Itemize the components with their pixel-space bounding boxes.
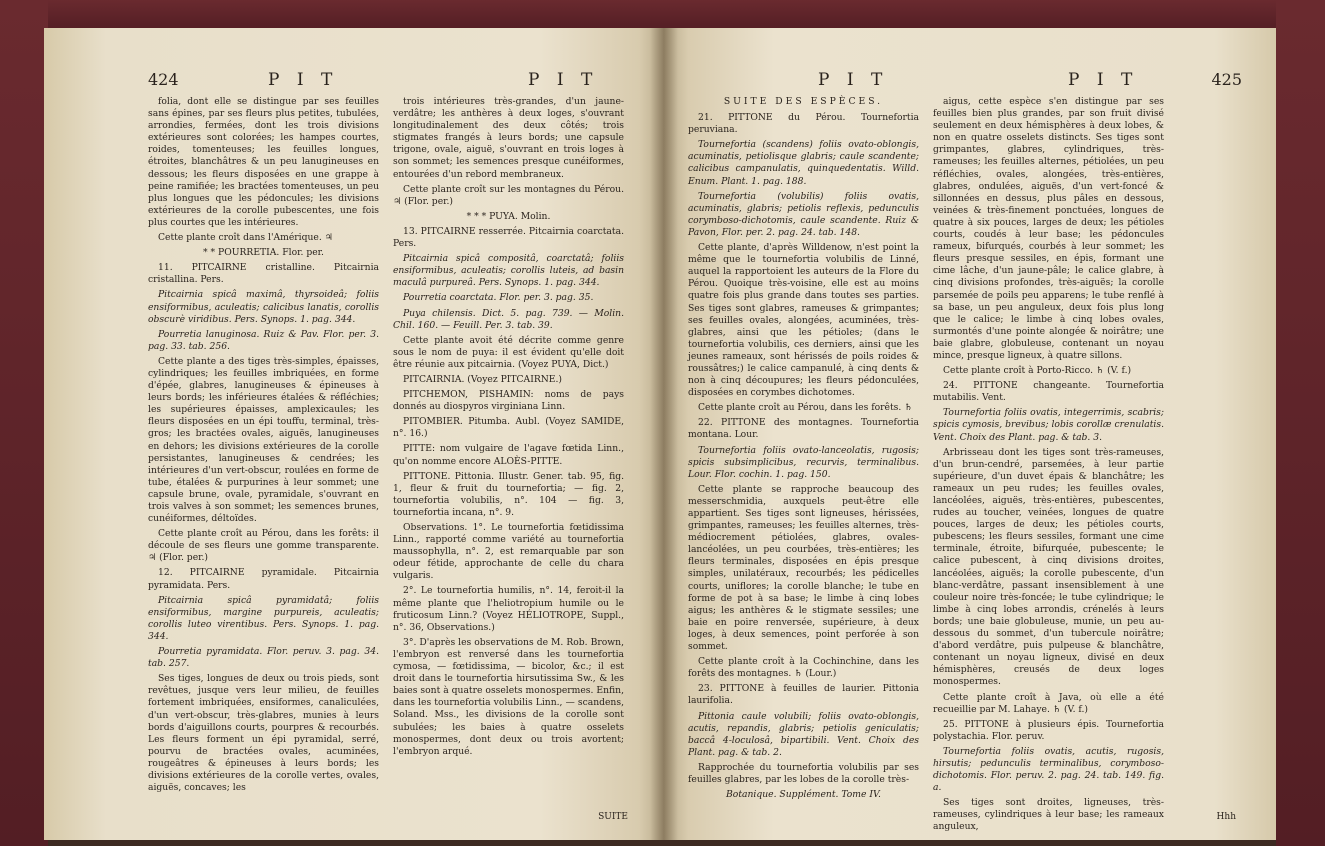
left-columns: [148, 96, 630, 797]
species-heading: 23. PITTONE à feuilles de laurier. Pittonia laurifolia.: [688, 683, 919, 707]
species-heading: 21. PITTONE du Pérou. Tournefortia peruviana.: [688, 112, 919, 136]
paragraph: Cette plante croît à Porto-Ricco. ♄ (V. f.): [943, 365, 1132, 377]
paragraph: Cette plante croît à Java, où elle a été recueillie par M. Lahaye. ♄ (V. f.): [933, 691, 1164, 715]
paragraph: Cette plante se rapproche beaucoup des messerschmidia, auxquels peut-être elle appartient. Ses tiges sont ligneuses, hérissées, grimpantes, rameuses; les feuilles alternes, très-médiocrement pétiolées, glabres, ovales-lancéolées, un peu courbées, très-entières; les fleurs terminales, disposées en épis presque simples, unilatéraux, recourbés; les pédicelles courts, uniflores; la corolle blanche; le tube en forme de pot à sa base; le limbe à cinq lobes aigus; les anthères & le stigmate sessiles; une baie en poire renversée, supérieure, à deux loges, à deux semences, point perforée à son sommet.: [688, 483, 919, 653]
left-column-1: [148, 96, 379, 797]
species-heading: 11. PITCAIRNE cristalline. Pitcairnia cristallina. Pers.: [148, 262, 379, 286]
left-page-number: 424: [148, 70, 179, 89]
entry: PITOMBIER. Pitumba. Aubl. (Voyez SAMIDE, n°. 16.): [393, 416, 624, 440]
paragraph: Observations. 1°. Le tournefortia fœtidissima Linn., rapporté comme variété au tournefortia maussophylla, n°. 2, est remarquable par son odeur fétide, approchante de celle du chara vulgaris.: [393, 522, 624, 582]
entry: PITTONE. Pittonia. Illustr. Gener. tab. 95, fig. 1, fleur & fruit du tournefortia; — fig. 2, tournefortia volubilis, n°. 104 — fig. 3, tournefortia incana, n°. 9.: [393, 470, 624, 518]
right-column-2: [933, 96, 1164, 837]
left-page: [44, 28, 664, 840]
paragraph: folia, dont elle se distingue par ses feuilles sans épines, par ses fleurs plus petites, tubulées, arrondies, fermées, dont les trois divisions extérieures sont colorées; les hampes courtes, roides, tomenteuses; les feuilles longues, étroites, blanchâtres & un peu lanugineuses en dessous; les fleurs disposées en une grappe à peine ramifiée; les bractées tomenteuses, un peu plus longues que les pédoncules; les divisions extérieures de la corolle pubescentes, une fois plus courtes que les intérieures.: [148, 96, 379, 228]
right-running-title-2: P I T: [1068, 70, 1139, 90]
right-columns: [688, 96, 1242, 837]
book-cover-top: [0, 0, 1325, 30]
signature-mark: Hhh: [1216, 812, 1236, 822]
right-running-head: [688, 70, 1242, 96]
right-page-number: 425: [1211, 70, 1242, 89]
paragraph: Cette plante croît à la Cochinchine, dans les forêts des montagnes. ♄ (Lour.): [688, 656, 919, 680]
paragraph: Arbrisseau dont les tiges sont très-rameuses, d'un brun-cendré, parsemées, à leur partie supérieure, d'un duvet épais & blanchâtre; les rameaux un peu rudes; les feuilles ovales, lancéolées, aiguës, très-entières, pubescentes, rudes au toucher, veinées, longues de quatre pouces, larges de deux; les pétioles courts, pubescens; les fleurs sessiles, formant une cime terminale, étroite, bifurquée, pubescente; le calice pubescent, à cinq divisions droites, lancéolées, aiguës; la corolle pubescente, d'un blanc-verdâtre, passant insensiblement à une couleur noire très-foncée; le tube cylindrique; le limbe à cinq lobes arrondis, crénelés à leurs bords; une baie globuleuse, munie, un peu au-dessous du sommet, d'un tubercule noirâtre; d'abord verdâtre, puis pulpeuse & blanchâtre, contenant un noyau ligneux, divisé en deux hémisphères, creusés de deux loges monospermes.: [933, 446, 1164, 688]
left-running-title: P I T: [268, 70, 339, 90]
diagnosis: Tournefortia foliis ovato-lanceolatis, rugosis; spicis subsimplicibus, recurvis, terminalibus. Lour. Flor. cochin. 1. pag. 150.: [688, 444, 919, 480]
book-gutter: [650, 28, 678, 840]
paragraph: Cette plante, d'après Willdenow, n'est point la même que le tournefortia volubilis de Linné, auquel la rapportoient les auteurs de la Flore du Pérou. Quoique très-voisine, elle est au moins quatre fois plus grande dans toutes ses parties. Ses tiges sont glabres, rameuses & grimpantes; ses feuilles ovales, alongées, acuminées, très-glabres, ainsi que les pétioles; (dans le tournefortia volubilis, ces derniers, ainsi que les jeunes rameaux, sont hérissés de poils roides & roussâtres;) le calice campanulé, à cinq dents & non à cinq découpures; les fleurs pédonculées, disposées en corymbes dichotomes.: [688, 242, 919, 399]
diagnosis: Tournefortia foliis ovatis, integerrimis, scabris; spicis cymosis, brevibus; lobis corollæ crenulatis. Vent. Choix des Plant. pag. & tab. 3.: [933, 407, 1164, 443]
paragraph: 3°. D'après les observations de M. Rob. Brown, l'embryon est renversé dans les tournefortia cymosa, — fœtidissima, — bicolor, &c.; il est droit dans le tournefortia hirsutissima Sw., & les baies sont à quatre osselets monospermes. Enfin, dans les tournefortia volubilis Linn., — scandens, Soland. Mss., les divisions de la corolle sont subulées; les baies à quatre osselets monospermes, dont deux ou trois avortent; l'embryon arqué.: [393, 636, 624, 757]
left-column-2: [393, 96, 624, 797]
synonym: Puya chilensis. Dict. 5. pag. 739. — Molin. Chil. 160. — Feuill. Per. 3. tab. 39.: [393, 307, 624, 331]
paragraph: Cette plante croît sur les montagnes du Pérou. ♃ (Flor. per.): [393, 183, 624, 207]
paragraph: Ses tiges sont droites, ligneuses, très-rameuses, cylindriques à leur base; les rameaux anguleux,: [933, 797, 1164, 833]
right-column-1: [688, 96, 919, 837]
species-heading: 12. PITCAIRNE pyramidale. Pitcairnia pyramidata. Pers.: [148, 567, 379, 591]
paragraph: Cette plante croît au Pérou, dans les forêts: il découle de ses fleurs une gomme transparente. ♃ (Flor. per.): [148, 528, 379, 564]
paragraph: Cette plante croît au Pérou, dans les forêts. ♄: [698, 402, 913, 414]
left-running-title-2: P I T: [528, 70, 599, 90]
paragraph: Ses tiges, longues de deux ou trois pieds, sont revêtues, jusque vers leur milieu, de feuilles fortement imbriquées, ensiformes, canaliculées, d'un vert-obscur, très-glabres, munies à leurs bords d'aiguillons courts, pourpres & recourbés. Les fleurs forment un épi pyramidal, serré, pourvu de bractées ovales, acuminées, rougeâtres & épineuses à leurs bords; les divisions extérieures de la corolle vertes, ovales, aiguës, concaves; les: [148, 673, 379, 794]
diagnosis: Pittonia caule volubili; foliis ovato-oblongis, acutis, repandis, glabris; petiolis geniculatis; baccâ 4-loculosâ, bipartibili. Vent. Choix des Plant. pag. & tab. 2.: [688, 710, 919, 758]
paragraph: Rapprochée du tournefortia volubilis par ses feuilles glabres, par les lobes de la corolle très-: [688, 761, 919, 785]
synonym: Pourretia coarctata. Flor. per. 3. pag. 35.: [403, 292, 594, 304]
entry: PITTE: nom vulgaire de l'agave fœtida Linn., qu'on nomme encore ALOÈS-PITTE.: [393, 443, 624, 467]
diagnosis: Tournefortia (volubilis) foliis ovatis, acuminatis, glabris; petiolis reflexis, pedunculis corymboso-dichotomis, caule scandente. Ruiz & Pavon, Flor. per. 2. pag. 24. tab. 148.: [688, 190, 919, 238]
catchword: SUITE: [598, 812, 628, 822]
diagnosis: Tournefortia (scandens) foliis ovato-oblongis, acuminatis, petiolisque glabris; caule scandente; calicibus campanulatis, quinquedentatis. Willd. Enum. Plant. 1. pag. 188.: [688, 139, 919, 187]
paragraph: Cette plante avoit été décrite comme genre sous le nom de puya: il est évident qu'elle doit être réunie aux pitcairnia. (Voyez PUYA, Dict.): [393, 334, 624, 370]
book-cover-left: [0, 0, 48, 846]
diagnosis: Pitcairnia spicâ maximâ, thyrsoideâ; foliis ensiformibus, aculeatis; calicibus lanatis, corollis obscurè viridibus. Pers. Synops. 1. pag. 344.: [148, 289, 379, 325]
diagnosis: Pitcairnia spicâ compositâ, coarctatâ; foliis ensiformibus, aculeatis; corollis luteis, ad basin maculâ purpureâ. Pers. Synops. 1. pag. 344.: [393, 253, 624, 289]
entry: PITCAIRNIA. (Voyez PITCAIRNE.): [403, 373, 562, 385]
book-cover-right: [1276, 0, 1325, 846]
species-heading: 24. PITTONE changeante. Tournefortia mutabilis. Vent.: [933, 380, 1164, 404]
section-heading: * * POURRETIA. Flor. per.: [203, 247, 324, 259]
right-running-title: P I T: [818, 70, 889, 90]
footer-title: Botanique. Supplément. Tome IV.: [726, 789, 881, 801]
synonym: Pourretia lanuginosa. Ruiz & Pav. Flor. per. 3. pag. 33. tab. 256.: [148, 328, 379, 352]
right-page: [664, 28, 1276, 840]
subheading: SUITE DES ESPÈCES.: [723, 96, 884, 107]
species-heading: 25. PITTONE à plusieurs épis. Tournefortia polystachia. Flor. peruv.: [933, 718, 1164, 742]
diagnosis: Tournefortia foliis ovatis, acutis, rugosis, hirsutis; pedunculis terminalibus, corymboso-dichotomis. Flor. peruv. 2. pag. 24. tab. 149. fig. a.: [933, 745, 1164, 794]
paragraph: 2°. Le tournefortia humilis, n°. 14, feroit-il la même plante que l'heliotropium humile ou le fruticosum Linn.? (Voyez HÉLIOTROPE, Suppl., n°. 36, Observations.): [393, 585, 624, 633]
paragraph: trois intérieures très-grandes, d'un jaune-verdâtre; les anthères à deux loges, s'ouvrant longitudinalement des deux côtés; trois stigmates frangés à leurs bords; une capsule trigone, ovale, aiguë, s'ouvrant en trois loges à son sommet; les semences presque cunéiformes, entourées d'un rebord membraneux.: [393, 96, 624, 180]
paragraph: Cette plante croît dans l'Amérique. ♃: [158, 232, 333, 244]
paragraph: aigus, cette espèce s'en distingue par ses feuilles bien plus grandes, par son fruit divisé seulement en deux hémisphères à deux lobes, & non en quatre osselets distincts. Ses tiges sont grimpantes, glabres, cylindriques, très-rameuses; les feuilles alternes, pétiolées, un peu réfléchies, ovales, alongées, très-entières, glabres, ondulées, aiguës, d'un vert-foncé & sillonnées en dessus, plus pâles en dessous, veinées & très-finement ponctuées, longues de quatre à six pouces, larges de deux; les pétioles courts, coudés à leur base; les pédoncules rameux, bifurqués, courbés à leur sommet; les fleurs presque sessiles, en épis, formant une cime lâche, d'un jaune-pâle; le calice glabre, à cinq divisions profondes, très-aiguës; la corolle parsemée de poils peu apparens; le tube renflé à sa base, un peu anguleux, deux fois plus long que le calice; le limbe à cinq lobes ovales, surmontés d'une pointe alongée & noirâtre; une baie glabre, globuleuse, contenant un noyau mince, presque ligneux, à quatre sillons.: [933, 96, 1164, 361]
section-heading: * * * PUYA. Molin.: [466, 210, 551, 222]
diagnosis: Pitcairnia spicâ pyramidatâ; foliis ensiformibus, margine purpureis, aculeatis; corollis luteo virentibus. Pers. Synops. 1. pag. 344.: [148, 594, 379, 642]
entry: PITCHEMON, PISHAMIN: noms de pays donnés au diospyros virginiana Linn.: [393, 389, 624, 413]
left-running-head: [148, 70, 630, 96]
paragraph: Cette plante a des tiges très-simples, épaisses, cylindriques; les feuilles imbriquées, en forme d'épée, glabres, lanugineuses & épineuses à leurs bords; les inférieures étalées & réfléchies; les supérieures épaisses, amplexicaules; les fleurs disposées en un épi touffu, terminal, très-gros; les bractées ovales, aiguës, lanugineuses en dehors; les divisions extérieures de la corolle persistantes, lanugineuses & cendrées; les intérieures d'un vert-obscur, roulées en forme de tube, étalées & purpurines à leur sommet; une capsule brune, ovale, pyramidale, s'ouvrant en trois valves à son sommet; les semences brunes, cunéiformes, déltoïdes.: [148, 355, 379, 525]
species-heading: 13. PITCAIRNE resserrée. Pitcairnia coarctata. Pers.: [393, 225, 624, 250]
synonym: Pourretia pyramidata. Flor. peruv. 3. pag. 34. tab. 257.: [148, 646, 379, 670]
species-heading: 22. PITTONE des montagnes. Tournefortia montana. Lour.: [688, 417, 919, 441]
